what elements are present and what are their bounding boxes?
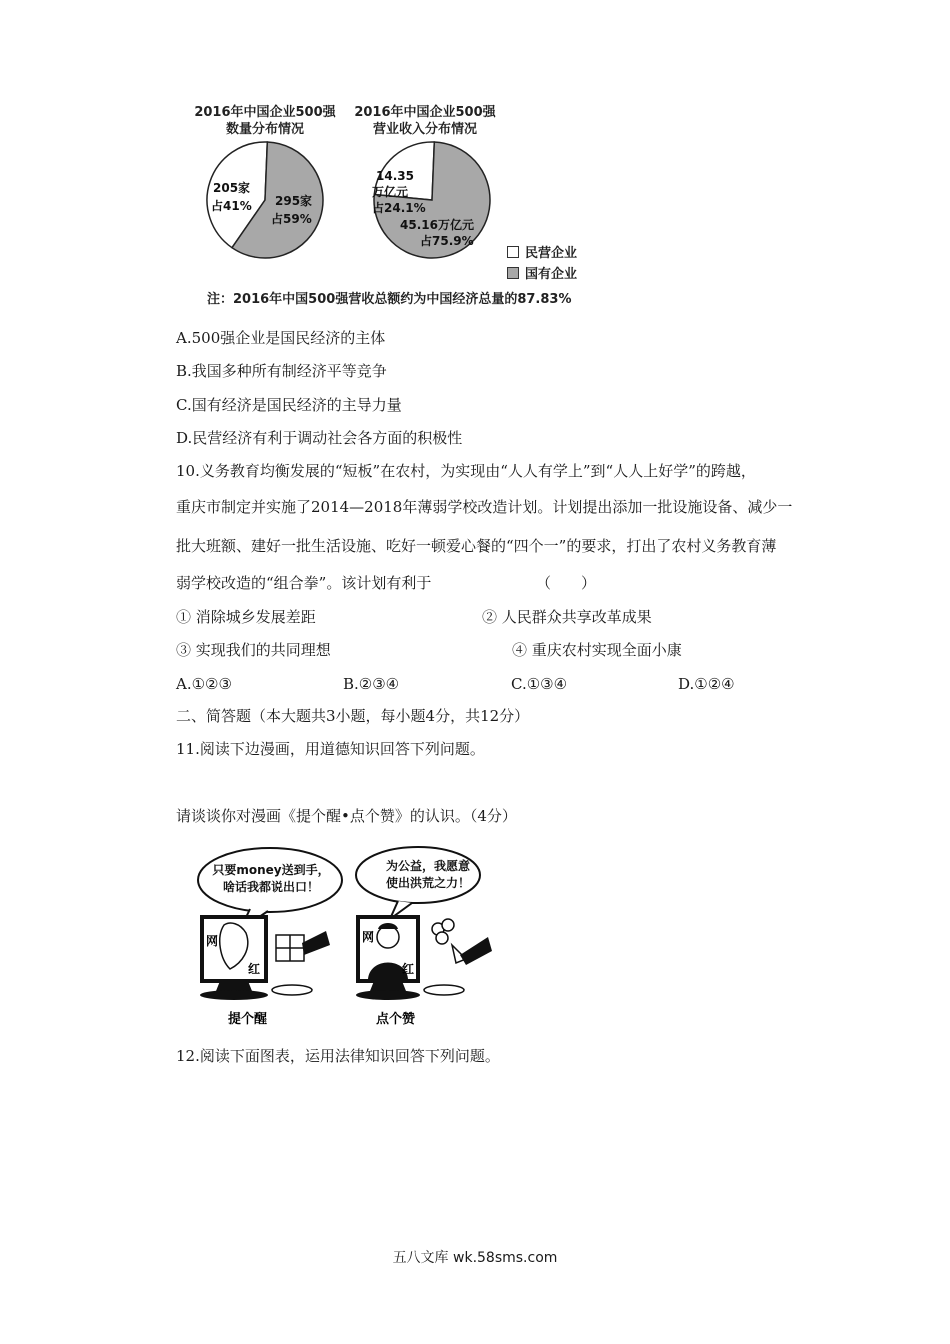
q10-stem-line4: 弱学校改造的“组合拳”。该计划有利于 xyxy=(176,574,432,592)
q10-choice-c: C.①③④ xyxy=(511,675,568,693)
right-caption: 点个赞 xyxy=(376,1012,416,1027)
section2-heading: 二、简答题（本大题共3小题，每小题4分，共12分） xyxy=(176,707,530,725)
pie-chart-revenue xyxy=(362,140,502,260)
right-bubble-line1: 为公益，我愿意 xyxy=(385,859,470,873)
q9-option-d: D.民营经济有利于调动社会各方面的积极性 xyxy=(176,429,463,447)
right-screen-char1: 网 xyxy=(362,930,375,944)
right-screen-char2: 红 xyxy=(402,962,415,976)
pie1-state-label2: 占59% xyxy=(271,212,312,226)
right-monitor xyxy=(356,917,420,1000)
q10-choice-b: B.②③④ xyxy=(343,675,400,693)
pie1-private-label1: 205家 xyxy=(213,181,251,195)
q10-stem-line1: 10.义务教育均衡发展的“短板”在农村，为实现由“人人有学上”到“人人上好学”的跨越， xyxy=(176,462,756,480)
q10-stem-line2: 重庆市制定并实施了2014—2018年薄弱学校改造计划。计划提出添加一批设施设备、减少一 xyxy=(176,498,793,516)
flower-bouquet-icon xyxy=(424,919,492,995)
page-footer: 五八文库 wk.58sms.com xyxy=(392,1250,558,1266)
chart2-title-line2: 营业收入分布情况 xyxy=(372,122,477,137)
left-screen-char2: 红 xyxy=(248,962,261,976)
legend-private xyxy=(507,242,577,261)
q9-option-c: C.国有经济是国民经济的主导力量 xyxy=(176,396,402,414)
legend-state xyxy=(507,263,577,282)
q12-stem: 12.阅读下面图表，运用法律知识回答下列问题。 xyxy=(176,1047,500,1065)
legend-private-swatch xyxy=(507,246,519,258)
pie2-state-label2: 占75.9% xyxy=(420,234,474,248)
pie2-state-label1: 45.16万亿元 xyxy=(400,218,474,232)
pie2-private-label1: 14.35 xyxy=(376,169,414,183)
q11-prompt: 请谈谈你对漫画《提个醒•点个赞》的认识。（4分） xyxy=(176,807,517,825)
q10-statement-3: ③ 实现我们的共同理想 xyxy=(176,641,331,659)
q10-choice-d: D.①②④ xyxy=(678,675,735,693)
pie1-private-label2: 占41% xyxy=(211,199,252,213)
legend-private-label: 民营企业 xyxy=(525,246,578,261)
chart2-title xyxy=(350,104,500,138)
left-screen-char1: 网 xyxy=(206,934,219,948)
q10-stem-line3: 批大班额、建好一批生活设施、吃好一顿爱心餐的“四个一”的要求，打出了农村义务教育薄 xyxy=(176,537,777,555)
q10-statement-2: ② 人民群众共享改革成果 xyxy=(482,608,652,626)
left-caption: 提个醒 xyxy=(228,1012,268,1027)
right-bubble-text xyxy=(362,858,494,892)
gift-box-icon xyxy=(272,931,330,995)
q10-statement-1: ① 消除城乡发展差距 xyxy=(176,608,316,626)
chart1-title-line1: 2016年中国企业500强 xyxy=(194,105,336,120)
right-bubble-line2: 使出洪荒之力！ xyxy=(385,876,470,890)
q10-statement-4: ④ 重庆农村实现全面小康 xyxy=(512,641,682,659)
pie2-private-label2: 万亿元 xyxy=(372,185,409,199)
chart-note: 注：2016年中国500强营收总额约为中国经济总量的87.83% xyxy=(207,292,572,307)
legend-state-label: 国有企业 xyxy=(525,267,578,282)
pie-chart-count xyxy=(195,140,335,260)
left-monitor xyxy=(200,917,268,1000)
pie2-private-label3: 占24.1% xyxy=(372,201,426,215)
left-bubble-line1: 只要money送到手， xyxy=(212,863,330,877)
q11-stem: 11.阅读下边漫画，用道德知识回答下列问题。 xyxy=(176,740,485,758)
chart1-title-line2: 数量分布情况 xyxy=(225,122,304,137)
chart-legend xyxy=(507,242,577,282)
chart1-title xyxy=(190,104,340,138)
q9-option-b: B.我国多种所有制经济平等竞争 xyxy=(176,362,387,380)
pie1-state-label1: 295家 xyxy=(275,194,313,208)
legend-state-swatch xyxy=(507,267,519,279)
q10-choice-a: A.①②③ xyxy=(176,675,232,693)
left-bubble-text xyxy=(196,862,346,896)
q9-option-a: A.500强企业是国民经济的主体 xyxy=(176,329,386,347)
chart2-title-line1: 2016年中国企业500强 xyxy=(354,105,496,120)
q10-answer-bracket: （ ） xyxy=(536,574,597,592)
left-bubble-line2: 啥话我都说出口！ xyxy=(222,880,319,894)
